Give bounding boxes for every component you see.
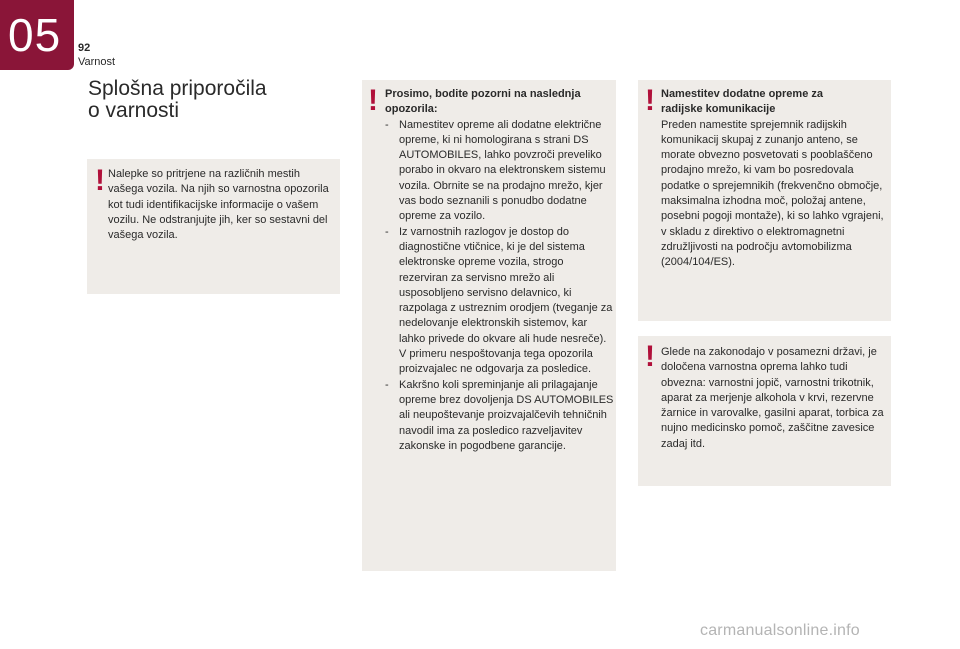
chapter-tab — [0, 0, 74, 70]
radio-equipment-heading-line2: radijske komunikacije — [661, 103, 776, 116]
mandatory-equipment-text: Glede na zakonodajo v posamezni državi, je določena varnostna oprema lahko tudi obvezna: varnostni jopič, varnostni trikotnik, aparat za merjenje alkohola v krvi, rezervne žarnice in varovalke, gasilni aparat, torbica za nujno medicinsko pomoč, zaščitne zavesice zadaj itd. — [661, 346, 884, 450]
page-title-line2: o varnosti — [88, 99, 180, 122]
radio-equipment-content — [661, 87, 889, 271]
page-title — [88, 78, 267, 122]
list-item-text: Kakršno koli spreminjanje ali prilagajanje opreme brez dovoljenja DS AUTOMOBILES ali neupoštevanje proizvajalčevih tehničnih navodil ima za posledico razveljavitev zakonske in pogodbene garancije. — [399, 378, 614, 452]
accessories-warning-heading-line1: Prosimo, bodite pozorni na naslednja — [385, 88, 581, 100]
page-number: 92 — [78, 42, 91, 54]
list-item — [385, 118, 615, 225]
accessories-warning-heading-line2: opozorila: — [385, 103, 438, 116]
list-item-text: Iz varnostnih razlogov je dostop do diagnostične vtičnice, ki je del sistema elektronske opreme vozila, strogo rezerviran za servisno mrežo ali usposobljeno servisno delavnico, ki razpolaga z ustreznim orodjem (tveganje za nedelovanje elektronskih sistemov, kar lahko privede do okvare ali hude nesreče). V primeru nespoštovanja tega opozorila proizvajalec ne odgovarja za posledice. — [399, 225, 613, 376]
section-name: Varnost — [78, 56, 116, 68]
radio-equipment-text: Preden namestite sprejemnik radijskih komunikacij skupaj z zunanjo anteno, se morate obvezno posvetovati s pooblaščeno prodajno mrežo, ki vam bo posredovala podatke o sprejemnikih (frekvenčno območje, maksimalna izhodna moč, položaj antene, posebni pogoji montaže), ki so lahko vgrajeni, v skladu z direktivo o elektromagnetni združljivosti na področju avtomobilizma (2004/104/ES). — [661, 118, 884, 269]
watermark: carmanualsonline.info — [700, 622, 860, 639]
list-item-text: Namestitev opreme ali dodatne električne opreme, ki ni homologirana s strani DS AUTOMOBILES, lahko povzroči preveliko porabo in okvaro na elektronskem sistemu vozila. Obrnite se na prodajno mrežo, kjer vas bodo seznanili s ponudbo dodatne opreme za vozilo. — [399, 118, 606, 223]
list-item — [385, 378, 615, 454]
accessories-warning-heading — [385, 87, 615, 118]
warning-exclamation-icon: ! — [645, 340, 655, 373]
list-item — [385, 225, 615, 378]
accessories-warning-content — [385, 87, 615, 454]
warning-exclamation-icon: ! — [95, 164, 105, 197]
radio-equipment-heading-line1: Namestitev dodatne opreme za — [661, 88, 823, 100]
warning-exclamation-icon: ! — [645, 84, 655, 117]
list-dash: - — [385, 118, 389, 131]
warning-exclamation-icon: ! — [368, 84, 378, 117]
list-dash: - — [385, 225, 389, 238]
sticker-notice-text: Nalepke so pritrjene na različnih mestih vašega vozila. Na njih so varnostna opozorila kot tudi identifikacijske informacije o vašem vozilu. Ne odstranjujte jih, ker so sestavni del vašega vozila. — [108, 168, 329, 242]
chapter-number: 05 — [8, 9, 62, 61]
list-dash: - — [385, 378, 389, 391]
page-title-line1: Splošna priporočila — [88, 77, 267, 100]
